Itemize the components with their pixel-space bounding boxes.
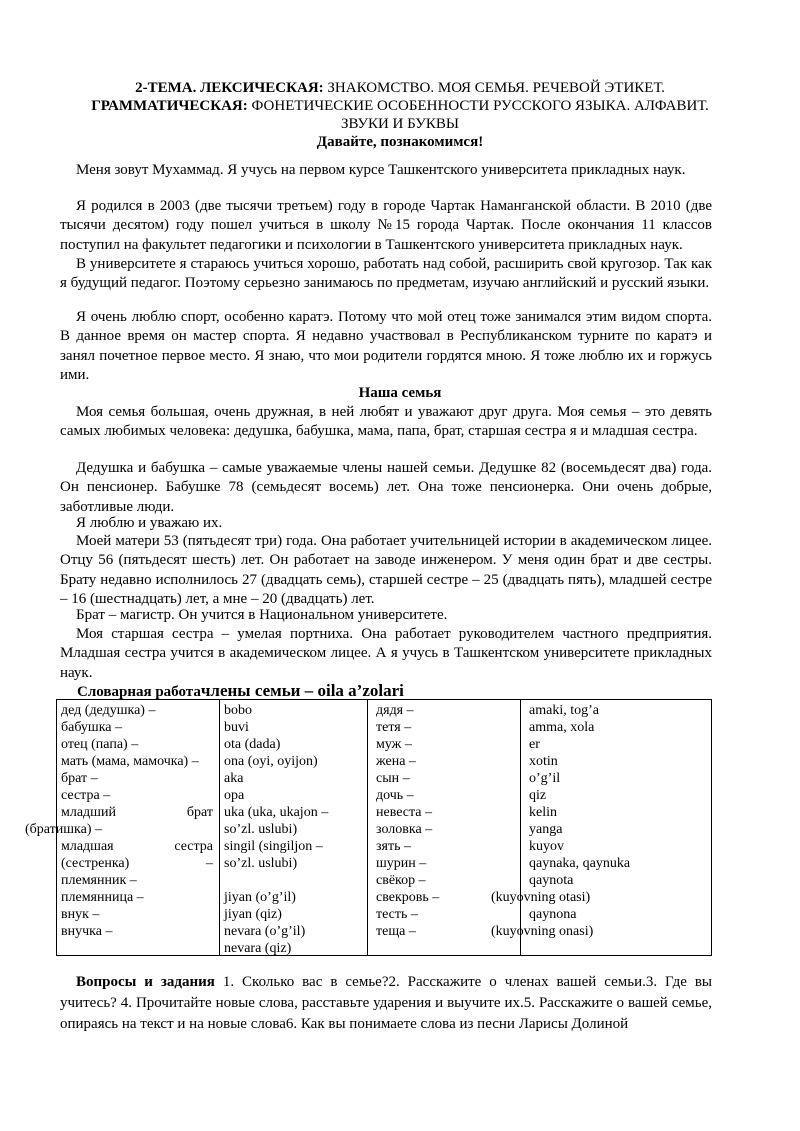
- vocab-term: мать (мама, мамочка) –: [61, 754, 199, 769]
- section-title: Давайте, познакомимся!: [316, 134, 484, 150]
- vocab-term: племянник –: [61, 873, 137, 888]
- vocab-translation: yanga: [529, 822, 563, 837]
- vocab-translation: kuyov: [529, 839, 564, 854]
- vocabulary-table: [25, 699, 712, 956]
- vocab-term-part: (сестренка): [61, 856, 130, 871]
- vocab-term: муж –: [376, 737, 412, 752]
- vocab-term-part: сестра: [174, 839, 213, 854]
- vocab-translation: qaynaka, qaynuka: [529, 856, 631, 871]
- vocab-term-part: младший: [61, 805, 116, 820]
- lexical-label: 2-ТЕМА. ЛЕКСИЧЕСКАЯ:: [135, 80, 324, 96]
- vocab-term: внук –: [61, 907, 100, 922]
- vocab-translation-overflow: (kuyovning onasi): [491, 924, 594, 939]
- vocab-translation: er: [529, 737, 540, 752]
- vocab-term: шурин –: [376, 856, 427, 871]
- vocab-term: теща –: [376, 924, 416, 939]
- vocab-translation: opa: [224, 788, 245, 803]
- table-divider: [520, 700, 521, 955]
- topic-title-line1: [60, 80, 740, 97]
- vocab-term-part: –: [206, 856, 213, 871]
- vocab-translation: jiyan (qiz): [224, 907, 282, 922]
- vocab-term: невеста –: [376, 805, 433, 820]
- vocab-translation: amma, xola: [529, 720, 595, 735]
- vocab-translation: qiz: [529, 788, 547, 803]
- vocab-term: дед (дедушка) –: [61, 703, 156, 718]
- vocab-term: дочь –: [376, 788, 414, 803]
- family-heading: Наша семья: [358, 385, 442, 401]
- questions-text: 1. Сколько вас в семье?2. Расскажите о членах вашей семьи.3. Где вы учитесь? 4. Прочитайте новые слова, расставьте ударения и выучите их.5. Расскажите о вашей семье, опираясь на текст и на новые слова6. Как вы понимаете слова из песни Ларисы Долиной: [60, 974, 712, 1032]
- vocab-translation: buvi: [224, 720, 249, 735]
- vocab-term: отец (папа) –: [61, 737, 139, 752]
- vocab-term-part: младшая: [61, 839, 114, 854]
- vocab-term: тесть –: [376, 907, 418, 922]
- vocab-term: [61, 838, 213, 855]
- vocab-term: племянница –: [61, 890, 144, 905]
- vocab-term: внучка –: [61, 924, 113, 939]
- vocab-translation: qaynona: [529, 907, 577, 922]
- vocabulary-title-part1: Словарная работа: [77, 684, 201, 700]
- grammar-topic: ФОНЕТИЧЕСКИЕ ОСОБЕННОСТИ РУССКОГО ЯЗЫКА. АЛФАВИТ.: [247, 98, 709, 114]
- vocab-translation: so’zl. uslubi): [224, 822, 298, 837]
- vocab-translation: so’zl. uslubi): [224, 856, 298, 871]
- vocab-term: сестра –: [61, 788, 111, 803]
- table-divider: [219, 700, 220, 955]
- vocab-translation: [224, 872, 364, 889]
- family-paragraph: Дедушка и бабушка – самые уважаемые члены нашей семьи. Дедушке 82 (восемьдесят два) года. Он пенсионер. Бабушке 78 (семьдесят восемь) лет. Она тоже пенсионерка. Они очень добрые, заботливые люди.: [60, 460, 712, 515]
- vocabulary-title-part2: члены семьи – oila a’zolari: [200, 681, 404, 700]
- vocab-column-uzbek-1: [224, 702, 364, 957]
- vocab-translation: singil (singiljon –: [224, 839, 323, 854]
- vocab-translation: xotin: [529, 754, 558, 769]
- vocab-translation: o’g’il: [529, 771, 561, 786]
- vocab-term-part: брат: [186, 805, 213, 820]
- questions-and-tasks: [60, 972, 712, 1035]
- vocab-translation: qaynota: [529, 873, 574, 888]
- family-paragraph: Моя семья большая, очень дружная, в ней любят и уважают друг друга. Моя семья – это девять самых любимых человека: дедушка, бабушка, мама, папа, брат, старшая сестра я и младшая сестра.: [60, 404, 712, 440]
- vocab-translation-overflow: (kuyovning otasi): [491, 890, 591, 905]
- family-paragraph: Брат – магистр. Он учится в Национальном университете.: [76, 607, 448, 623]
- intro-paragraph: В университете я стараюсь учиться хорошо, работать над собой, расширить свой кругозор. Так как я будущий педагог. Поэтому серьезно занимаюсь по предметам, изучаю английский и русский языки.: [60, 256, 712, 292]
- vocab-translation: aka: [224, 771, 244, 786]
- vocab-term: свекровь –: [376, 890, 440, 905]
- vocab-term: [61, 804, 213, 821]
- intro-paragraph: Меня зовут Мухаммад. Я учусь на первом курсе Ташкентского университета прикладных наук.: [76, 162, 686, 178]
- vocab-translation: jiyan (o’g’il): [224, 890, 296, 905]
- vocab-translation: nevara (o’g’il): [224, 924, 306, 939]
- family-paragraph: Я люблю и уважаю их.: [76, 515, 223, 531]
- topic-title-line2: [60, 98, 740, 115]
- intro-paragraph: Я родился в 2003 (две тысячи третьем) году в городе Чартак Наманганской области. В 2010 (две тысячи десятом) году пошел учиться в школу №15 города Чартак. После окончания 11 классов поступил на факультет педагогики и психологии в Ташкентского университета прикладных наук.: [60, 198, 712, 253]
- vocab-term: бабушка –: [61, 720, 123, 735]
- vocab-translation: kelin: [529, 805, 557, 820]
- vocab-term: золовка –: [376, 822, 433, 837]
- vocab-translation: ona (oyi, oyijon): [224, 754, 318, 769]
- intro-paragraph: Я очень люблю спорт, особенно каратэ. Потому что мой отец тоже занимался этим видом спорта. В данное время он мастер спорта. Я недавно участвовал в Республиканском турните по каратэ и занял почетное первое место. Я знаю, что мои родители гордятся мною. Я тоже люблю их и горжусь ими.: [60, 309, 712, 384]
- vocab-term: сын –: [376, 771, 410, 786]
- family-paragraph: Моя старшая сестра – умелая портниха. Она работает руководителем частного предприятия. Младшая сестра учится в академическом лицее. А я учусь в Ташкентском университете прикладных наук.: [60, 626, 712, 681]
- questions-label: Вопросы и задания: [76, 974, 215, 990]
- table-divider: [367, 700, 368, 955]
- vocab-translation: nevara (qiz): [224, 941, 292, 956]
- vocab-translation: ota (dada): [224, 737, 281, 752]
- topic-title-line3: ЗВУКИ И БУКВЫ: [341, 116, 459, 132]
- vocab-term-overflow: (братишка) –: [25, 822, 102, 837]
- vocab-translation: bobo: [224, 703, 252, 718]
- vocab-translation: amaki, tog’a: [529, 703, 599, 718]
- vocab-term: жена –: [376, 754, 416, 769]
- vocab-term: брат –: [61, 771, 98, 786]
- grammar-label: ГРАММАТИЧЕСКАЯ:: [91, 98, 248, 114]
- lexical-topic: ЗНАКОМСТВО. МОЯ СЕМЬЯ. РЕЧЕВОЙ ЭТИКЕТ.: [323, 80, 665, 96]
- vocab-term: [61, 855, 213, 872]
- vocab-term: тетя –: [376, 720, 412, 735]
- vocab-term: зять –: [376, 839, 411, 854]
- vocab-term: свёкор –: [376, 873, 426, 888]
- family-paragraph: Моей матери 53 (пятьдесят три) года. Она работает учительницей истории в академическом лицее. Отцу 56 (пятьдесят шесть) лет. Он работает на заводе инженером. У меня один брат и две сестры. Брату недавно исполнилось 27 (двадцать семь), старшей сестре – 25 (двадцать пять), младшей сестре – 16 (шестнадцать) лет, а мне – 20 (двадцать) лет.: [60, 533, 712, 608]
- vocab-term: дядя –: [376, 703, 414, 718]
- vocab-translation: uka (uka, ukajon –: [224, 805, 329, 820]
